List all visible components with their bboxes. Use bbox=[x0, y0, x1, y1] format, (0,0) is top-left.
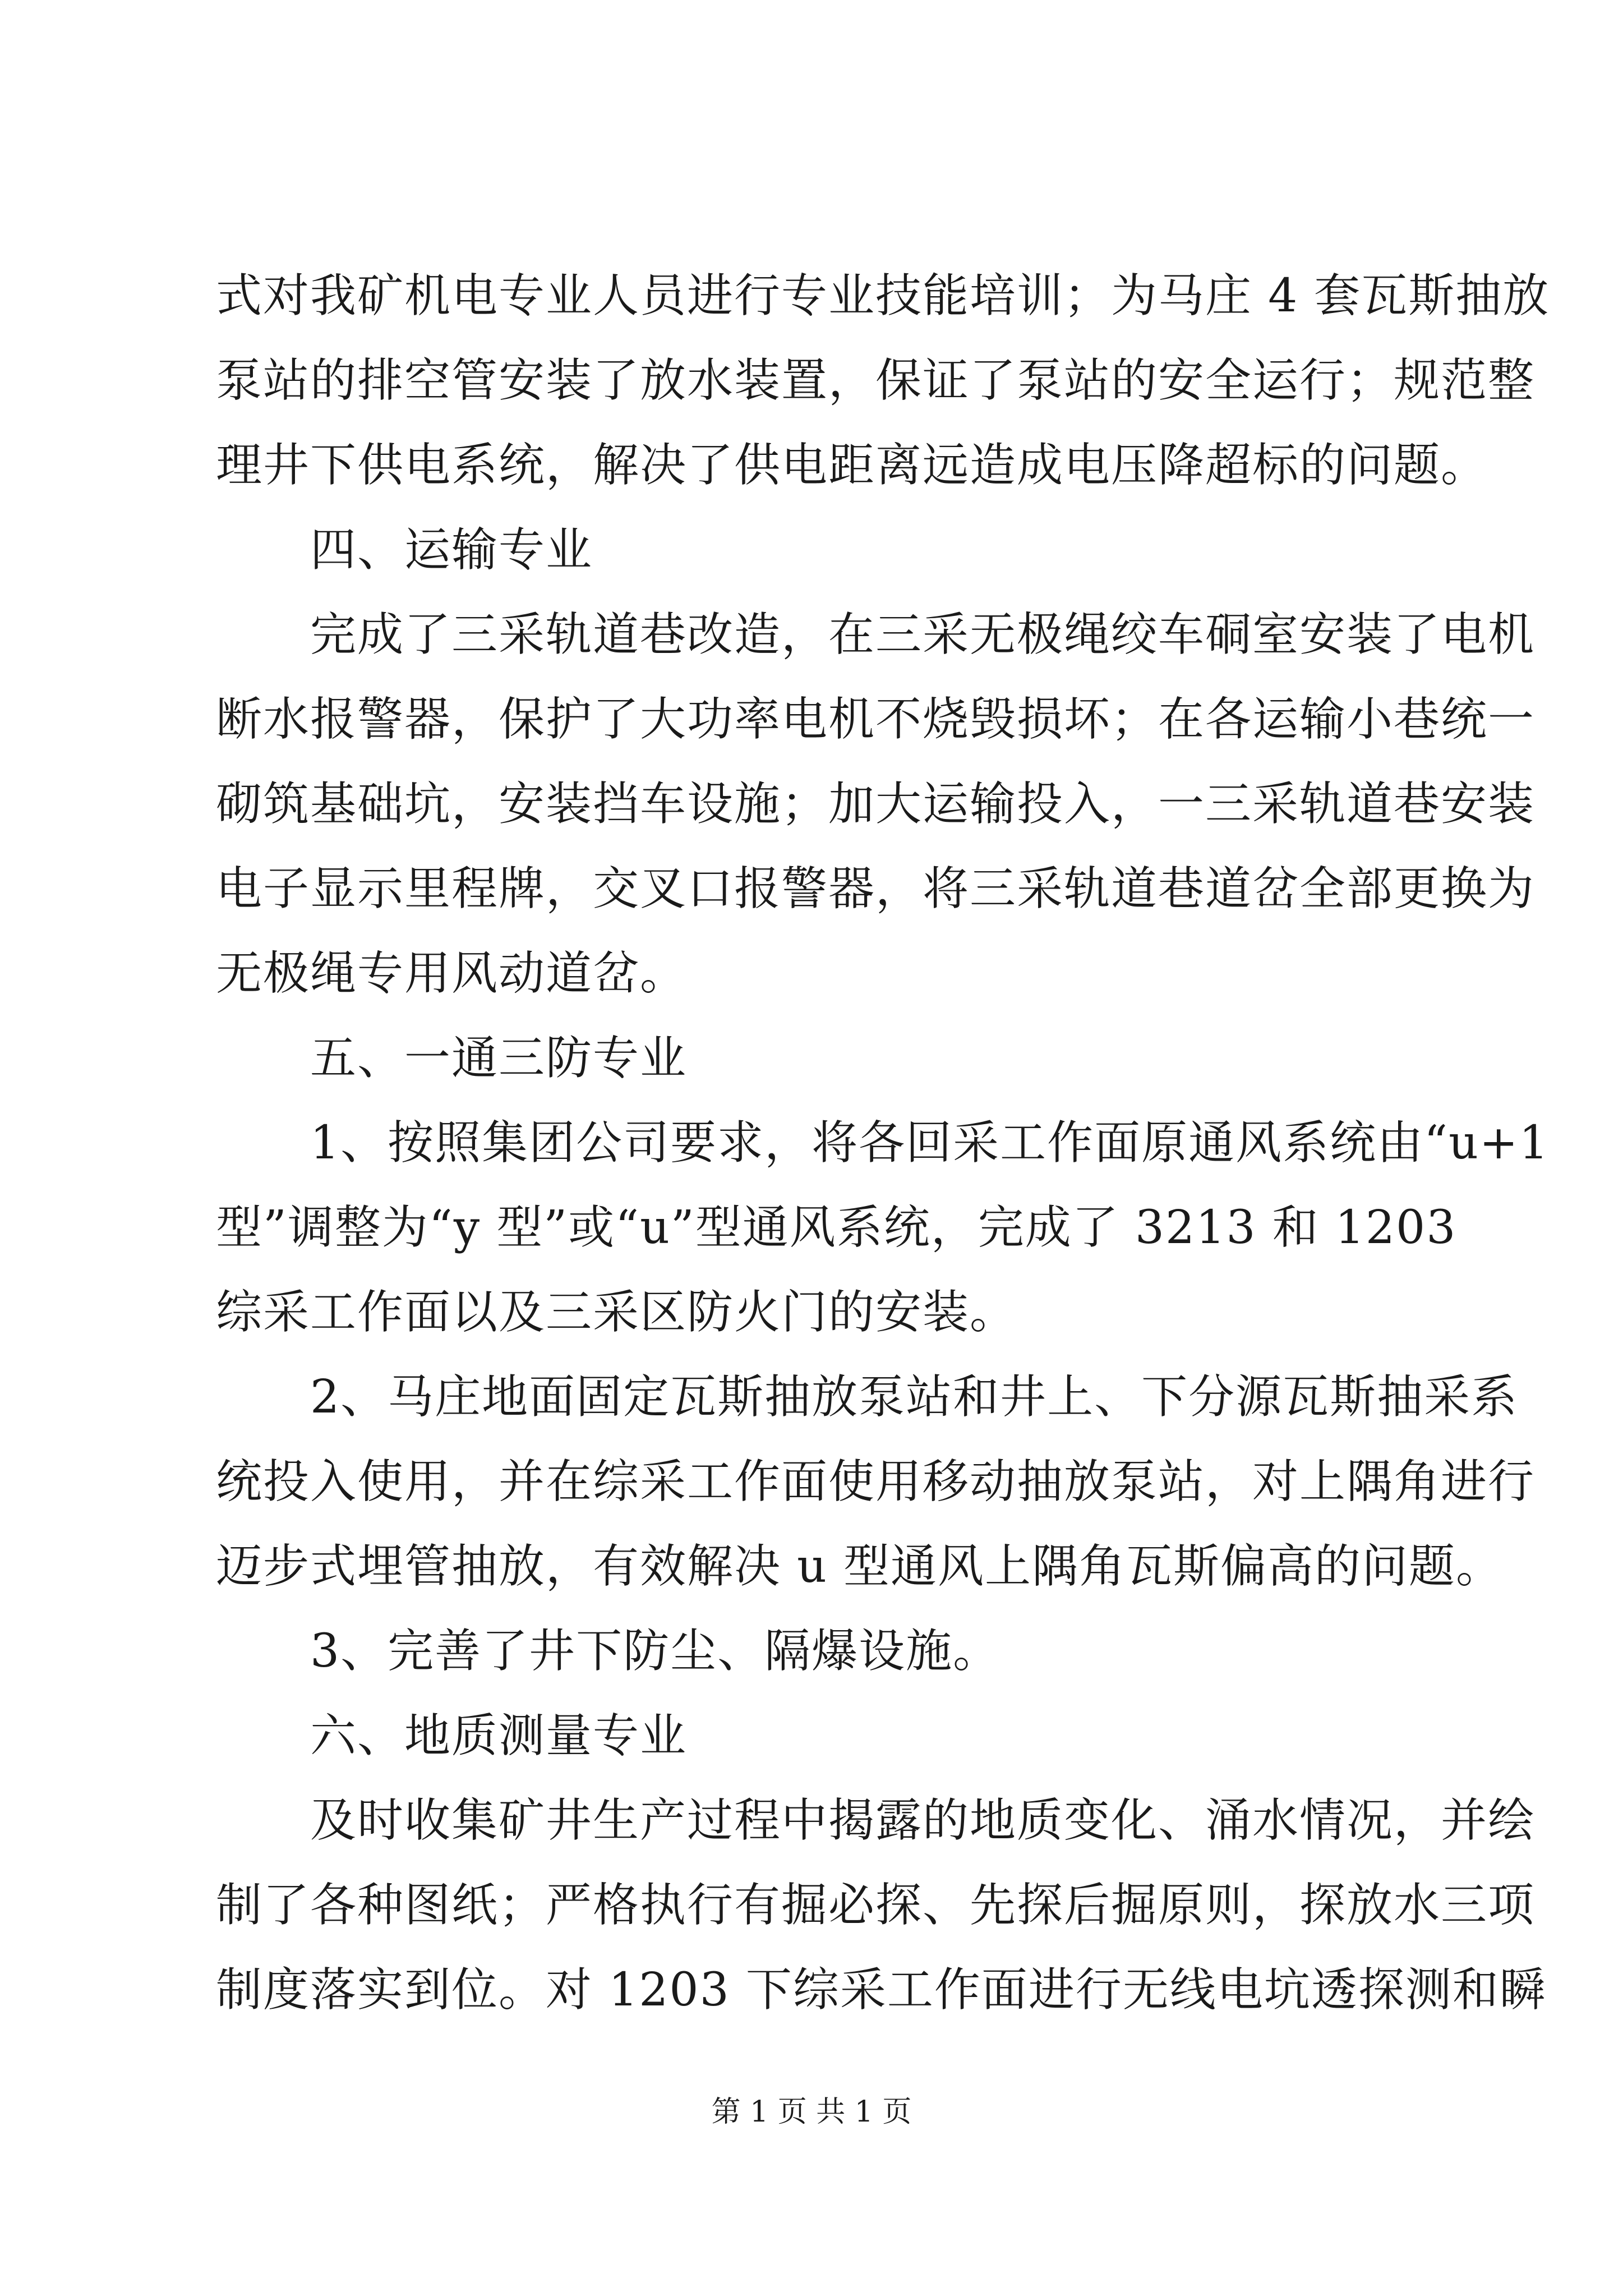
text-line: 泵站的排空管安装了放水装置，保证了泵站的安全运行；规范整 bbox=[216, 354, 1536, 407]
text-line: 及时收集矿井生产过程中揭露的地质变化、涌水情况，并绘 bbox=[216, 1794, 1536, 1847]
text-line: 制度落实到位。对 1203 下综采工作面进行无线电坑透探测和瞬 bbox=[216, 1963, 1547, 2017]
section-heading: 五、一通三防专业 bbox=[216, 1032, 688, 1085]
text-line: 完成了三采轨道巷改造，在三采无极绳绞车硐室安装了电机 bbox=[216, 608, 1536, 661]
text-line: 统投入使用，并在综采工作面使用移动抽放泵站，对上隅角进行 bbox=[216, 1455, 1536, 1508]
text-line: 制了各种图纸；严格执行有掘必探、先探后掘原则，探放水三项 bbox=[216, 1879, 1536, 1932]
text-line: 式对我矿机电专业人员进行专业技能培训；为马庄 4 套瓦斯抽放 bbox=[216, 269, 1550, 323]
text-line: 迈步式埋管抽放，有效解决 u 型通风上隅角瓦斯偏高的问题。 bbox=[216, 1540, 1503, 1593]
text-line: 无极绳专用风动道岔。 bbox=[216, 947, 688, 1000]
text-line: 3、完善了井下防尘、隔爆设施。 bbox=[216, 1625, 1000, 1678]
text-line: 2、马庄地面固定瓦斯抽放泵站和井上、下分源瓦斯抽采系 bbox=[216, 1370, 1519, 1424]
text-line: 断水报警器，保护了大功率电机不烧毁损坏；在各运输小巷统一 bbox=[216, 693, 1536, 746]
text-line: 砌筑基础坑，安装挡车设施；加大运输投入，一三采轨道巷安装 bbox=[216, 777, 1536, 831]
section-heading: 四、运输专业 bbox=[216, 523, 593, 577]
text-line: 理井下供电系统，解决了供电距离远造成电压降超标的问题。 bbox=[216, 439, 1488, 492]
text-line: 综采工作面以及三采区防火门的安装。 bbox=[216, 1286, 1017, 1339]
page-footer: 第 1 页 共 1 页 bbox=[711, 2095, 912, 2129]
section-heading: 六、地质测量专业 bbox=[216, 1709, 688, 1763]
text-line: 型”调整为“y 型”或“u”型通风系统，完成了 3213 和 1203 bbox=[216, 1201, 1457, 1254]
text-line: 1、按照集团公司要求，将各回采工作面原通风系统由“u+1 bbox=[216, 1116, 1550, 1170]
text-line: 电子显示里程牌，交叉口报警器，将三采轨道巷道岔全部更换为 bbox=[216, 862, 1536, 915]
